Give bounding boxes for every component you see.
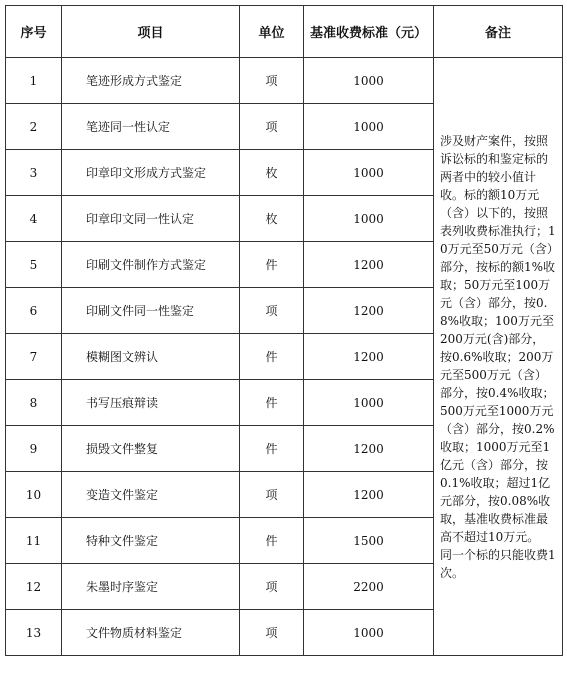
row-item: 模糊图文辨认 [62,334,240,380]
header-no: 序号 [6,6,62,58]
row-no: 1 [6,58,62,104]
row-fee: 1000 [304,104,434,150]
row-unit: 项 [240,58,304,104]
row-item: 朱墨时序鉴定 [62,564,240,610]
row-no: 3 [6,150,62,196]
row-no: 12 [6,564,62,610]
row-unit: 件 [240,242,304,288]
header-row [6,6,563,58]
row-item: 变造文件鉴定 [62,472,240,518]
header-note: 备注 [434,6,563,58]
header-unit: 单位 [240,6,304,58]
row-fee: 1200 [304,334,434,380]
fee-table [5,5,563,656]
row-item: 印刷文件同一性鉴定 [62,288,240,334]
note-paragraph-2: 同一个标的只能收费1次。 [440,547,556,580]
row-item: 印章印文形成方式鉴定 [62,150,240,196]
header-item: 项目 [62,6,240,58]
row-unit: 项 [240,288,304,334]
note-cell [434,58,563,656]
note-paragraph-1: 涉及财产案件，按照诉讼标的和鉴定标的两者中的较小值计收。标的额10万元（含）以下的，按照表列收费标准执行；10万元至50万元（含）部分，按标的额1%收取；50万元至100万元（含）部分，按0.8%收取；100万元至200万元(含)部分，按0.6%收取；200万元至500万元（含）部分，按0.4%收取；500万元至1000万元（含）部分，按0.2%收取；1000万元至1亿元（含）部分，按0.1%收取；超过1亿元部分，按0.08%收取，基准收费标准最高不超过10万元。 [440,133,556,544]
row-fee: 1000 [304,610,434,656]
row-item: 笔迹同一性认定 [62,104,240,150]
fee-table-container [5,5,562,676]
row-unit: 枚 [240,196,304,242]
row-item: 书写压痕辩读 [62,380,240,426]
row-no: 11 [6,518,62,564]
row-no: 6 [6,288,62,334]
row-fee: 1000 [304,196,434,242]
row-fee: 1000 [304,150,434,196]
row-fee: 1200 [304,426,434,472]
row-fee: 1200 [304,472,434,518]
row-fee: 1200 [304,288,434,334]
row-no: 8 [6,380,62,426]
row-item: 印刷文件制作方式鉴定 [62,242,240,288]
row-unit: 项 [240,104,304,150]
row-no: 5 [6,242,62,288]
row-fee: 1000 [304,380,434,426]
row-item: 文件物质材料鉴定 [62,610,240,656]
row-no: 10 [6,472,62,518]
table-row [6,58,563,104]
row-unit: 件 [240,334,304,380]
row-unit: 枚 [240,150,304,196]
row-unit: 件 [240,518,304,564]
row-unit: 件 [240,380,304,426]
row-no: 13 [6,610,62,656]
row-unit: 项 [240,610,304,656]
row-unit: 项 [240,472,304,518]
row-fee: 1200 [304,242,434,288]
row-no: 9 [6,426,62,472]
row-fee: 2200 [304,564,434,610]
row-fee: 1000 [304,58,434,104]
row-unit: 项 [240,564,304,610]
row-no: 2 [6,104,62,150]
row-item: 特种文件鉴定 [62,518,240,564]
row-item: 印章印文同一性认定 [62,196,240,242]
row-no: 4 [6,196,62,242]
row-no: 7 [6,334,62,380]
row-item: 损毁文件整复 [62,426,240,472]
row-fee: 1500 [304,518,434,564]
row-unit: 件 [240,426,304,472]
header-fee: 基准收费标准（元） [304,6,434,58]
row-item: 笔迹形成方式鉴定 [62,58,240,104]
